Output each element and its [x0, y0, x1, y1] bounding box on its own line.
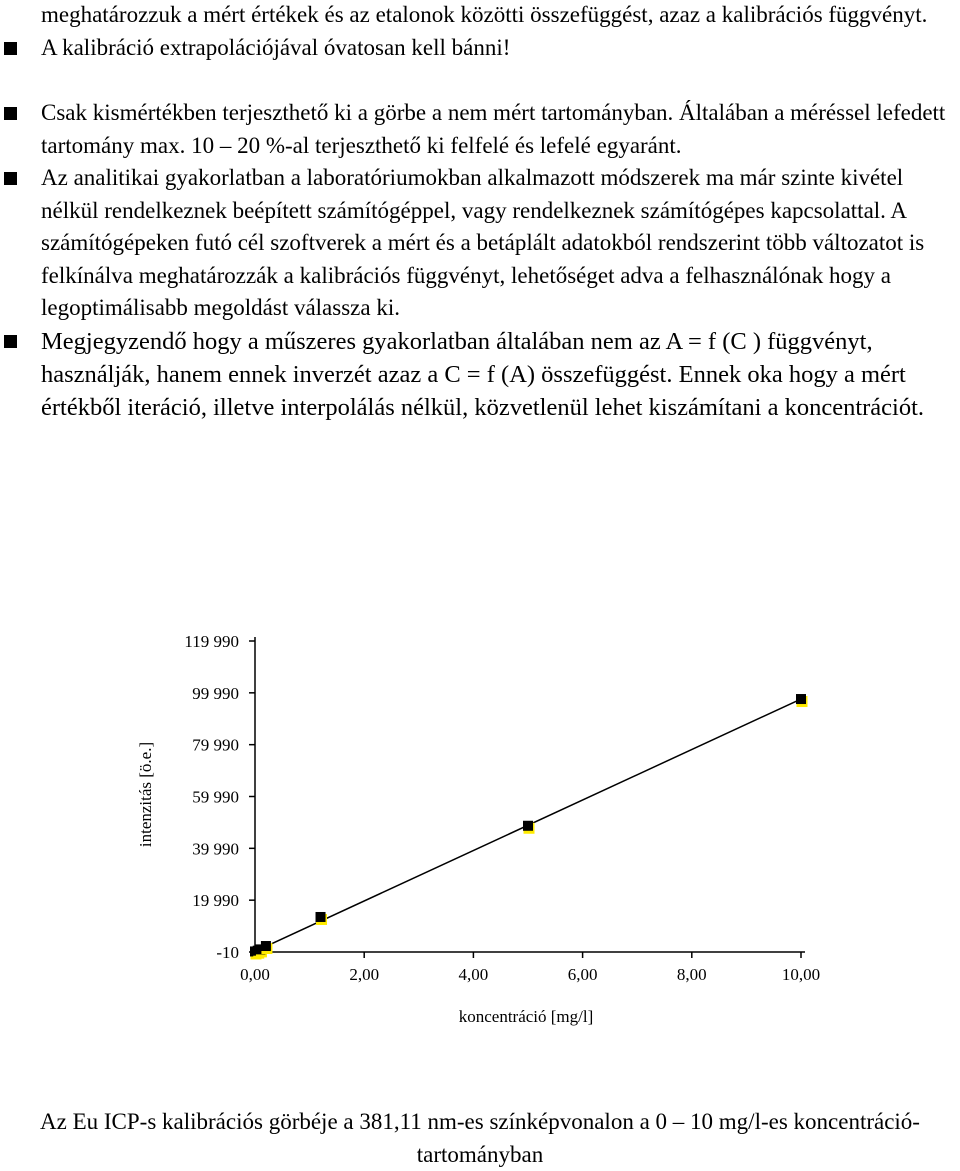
bullet-paragraph — [0, 325, 960, 424]
y-tick-label: 19 990 — [192, 891, 239, 911]
body-text — [0, 0, 960, 424]
x-tick-label: 10,00 — [781, 965, 821, 984]
calibration-chart — [0, 590, 960, 1050]
x-tick-label: 2,00 — [349, 965, 380, 984]
bullet-paragraph — [0, 162, 960, 325]
data-point — [796, 694, 806, 704]
y-tick-label: 79 990 — [192, 735, 239, 755]
y-tick-label: 39 990 — [192, 839, 239, 859]
figure-caption: Az Eu ICP-s kalibrációs görbéje a 381,11 nm-es színképvonalon a 0 – 10 mg/l-es koncentráció-tartományban — [40, 1109, 920, 1167]
x-tick-label: 4,00 — [458, 965, 489, 984]
y-tick-label: 119 990 — [184, 632, 239, 651]
bullet-paragraph — [0, 32, 960, 65]
square-bullet-icon — [4, 42, 17, 55]
x-axis-label: koncentráció [mg/l] — [458, 1007, 594, 1026]
data-point — [261, 941, 271, 951]
y-tick-label: 99 990 — [192, 683, 239, 703]
y-axis-label: intenzitás [ö.e.] — [136, 741, 155, 848]
data-point — [523, 821, 533, 831]
paragraph-text: Csak kismértékben terjeszthető ki a görbe a nem mért tartományban. Általában a méréssel lefedett tartomány max. 10 – 20 %-al terjeszthető ki felfelé és lefelé egyaránt. — [41, 100, 946, 158]
x-tick-label: 6,00 — [567, 965, 598, 984]
y-tick-label: 59 990 — [192, 787, 239, 807]
square-bullet-icon — [4, 172, 17, 185]
paragraph-intro-continuation — [0, 0, 960, 32]
paragraph-text: Az analitikai gyakorlatban a laboratóriumokban alkalmazott módszerek ma már szinte kivétel nélkül rendelkeznek beépített számítógéppel, vagy rendelkeznek számítógépes kapcsolattal. A számítógépeken futó cél szoftverek a mért és a betáplált adatokból rendszerint több változatot is felkínálva meghatározzák a kalibrációs függvényt, lehetőséget adva a felhasználónak hogy a legoptimálisabb megoldást válassza ki. — [41, 165, 925, 320]
paragraph-text: A kalibráció extrapolációjával óvatosan kell bánni! — [41, 34, 511, 60]
paragraph-text: meghatározzuk a mért értékek és az etalonok közötti összefüggést, azaz a kalibrációs függvényt. — [41, 2, 928, 27]
data-point — [316, 912, 326, 922]
square-bullet-icon — [4, 335, 17, 348]
paragraph-text: Megjegyzendő hogy a műszeres gyakorlatban általában nem az A = f (C ) függvényt, használják, hanem ennek inverzét azaz a C = f (A) összefüggést. Ennek oka hogy a mért értékből iteráció, illetve interpolálás nélkül, közvetlenül lehet kiszámítani a koncentrációt. — [41, 327, 925, 421]
x-tick-label: 0,00 — [240, 965, 270, 984]
square-bullet-icon — [4, 107, 17, 120]
y-tick-label: -10 — [216, 943, 239, 962]
x-tick-label: 8,00 — [676, 965, 707, 984]
bullet-paragraph — [0, 97, 960, 162]
